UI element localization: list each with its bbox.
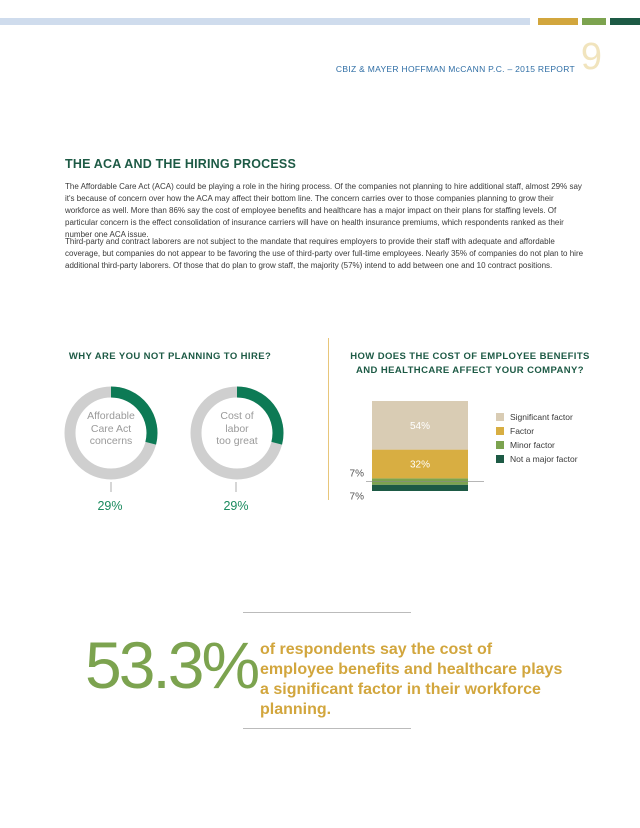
legend-item-factor [496, 424, 578, 438]
donut-aca-value: 29% [97, 499, 123, 513]
chart-legend [496, 410, 578, 466]
callout-top-rule [243, 612, 411, 613]
legend-swatch-significant [496, 413, 504, 421]
legend-swatch-factor [496, 427, 504, 435]
donut-aca-label-line-3: concerns [89, 435, 133, 447]
page-number: 9 [580, 36, 602, 78]
callout-percent: 53.3% [85, 628, 258, 702]
donut-aca-label-line-2: Care Act [90, 422, 132, 435]
left-chart-title: WHY ARE YOU NOT PLANNING TO HIRE? [68, 351, 272, 362]
legend-label-significant: Significant factor [510, 412, 573, 422]
legend-item-not-major [496, 452, 578, 466]
bar-segment-3 [372, 485, 468, 491]
section-title: THE ACA AND THE HIRING PROCESS [65, 157, 297, 171]
paragraph-aca: The Affordable Care Act (ACA) could be playing a role in the hiring process. Of the companies not planning to hire additional staff, almost 29% say it's because of concern over how the ACA may affect their bottom line. The concern carries over to those companies planning to grow their workforce as well. More than 86% say the cost of employee benefits and healthcare has a major impact on their plans for staffing levels. Of particular concern is the effect consolidation of insurance carriers will have on health insurance premiums, which respondents ranked as their number one ACA issue. [65, 182, 582, 239]
legend-swatch-minor [496, 441, 504, 449]
donut-labor-label-line-1: Cost of [220, 410, 254, 422]
bar-data-label-0: 54% [409, 420, 431, 432]
bar-data-label-1: 32% [409, 459, 431, 471]
bar-data-label-3: 7% [349, 491, 364, 503]
callout-bottom-rule [243, 728, 411, 729]
donut-labor-label-line-2: labor [225, 422, 249, 435]
report-header: CBIZ & MAYER HOFFMAN McCANN P.C. – 2015 REPORT [335, 64, 575, 74]
legend-label-not-major: Not a major factor [510, 454, 578, 464]
legend-item-minor [496, 438, 578, 452]
legend-item-significant [496, 410, 578, 424]
legend-swatch-not-major [496, 455, 504, 463]
donut-aca-label-line-1: Affordable [87, 410, 135, 422]
legend-label-factor: Factor [510, 426, 535, 436]
donut-labor-value: 29% [223, 499, 249, 513]
right-chart-title: HOW DOES THE COST OF EMPLOYEE BENEFITS AND HEALTHCARE AFFECT YOUR COMPANY? [350, 351, 590, 376]
callout-text: of respondents say the cost of employee benefits and healthcare plays a significant factor in their workforce planning. [260, 641, 563, 718]
bar-data-label-2: 7% [349, 468, 364, 480]
donut-labor-label [202, 410, 272, 448]
donut-labor-label-line-3: too great [216, 435, 258, 447]
paragraph-third-party: Third-party and contract laborers are not subject to the mandate that requires employers to provide their staff with adequate and affordable coverage, but companies do not appear to be favoring the use of third-party over full-time employees. Nearly 35% of companies do not plan to hire additional third-party laborers. Of those that do plan to grow staff, the majority (57%) intend to add between one and 10 contract positions. [65, 237, 584, 270]
legend-label-minor: Minor factor [510, 440, 555, 450]
stacked-bar-chart [349, 385, 502, 505]
